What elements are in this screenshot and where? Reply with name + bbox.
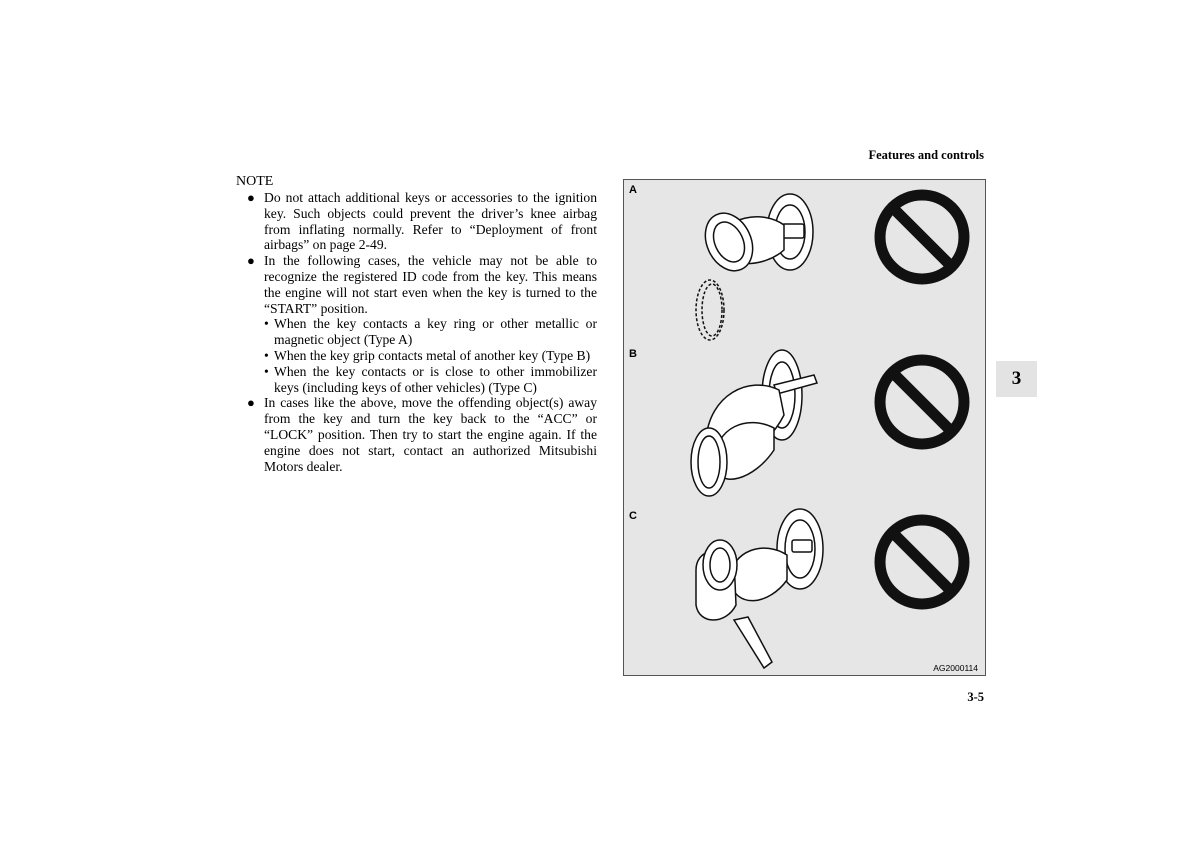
sub-bullet-list [264,316,597,395]
panel-a [629,184,964,340]
note-bullet-list [236,190,597,474]
key-touching-other-key-illustration [691,350,817,496]
figure-code: AG2000114 [933,663,978,673]
figure-drawing [624,180,985,675]
note-bullet-item [236,190,597,253]
sub-bullet-text: When the key grip contacts metal of another key (Type B) [274,347,591,363]
sub-bullet-item [264,316,597,348]
bullet-text: Do not attach additional keys or accessories to the ignition key. Such objects could prevent the driver’s knee airbag from inflating normally. Refer to “Deployment of front airbags” on page 2-49. [264,190,597,253]
bullet-icon: ● [247,190,255,205]
section-header: Features and controls [868,148,984,162]
bullet-text: In cases like the above, move the offending object(s) away from the key and turn the key back to the “ACC” or “LOCK” position. Then try to start the engine again. If the engine does not start, contact an authorized Mitsubishi Motors dealer. [264,395,597,474]
sub-bullet-icon: • [264,316,269,332]
panel-label-c: C [629,510,637,522]
note-bullet-item [236,253,597,395]
panel-label-b: B [629,348,637,360]
sub-bullet-icon: • [264,347,269,363]
note-block [236,174,597,474]
sub-bullet-text: When the key contacts a key ring or other metallic or magnetic object (Type A) [274,316,597,348]
prohibited-icon [880,195,964,279]
note-bullet-item [236,395,597,474]
panel-label-a: A [629,184,637,196]
sub-bullet-icon: • [264,363,269,379]
panel-b [629,348,964,496]
page-number: 3-5 [967,690,984,704]
key-interference-figure [623,179,986,676]
prohibited-icon [880,520,964,604]
bullet-icon: ● [247,253,255,269]
chapter-tab: 3 [996,361,1037,397]
sub-bullet-item [264,364,597,396]
sub-bullet-item [264,348,597,364]
sub-bullet-text: When the key contacts or is close to other immobilizer keys (including keys of other vehicles) (Type C) [274,363,597,395]
panel-c [629,509,964,668]
bullet-text: In the following cases, the vehicle may not be able to recognize the registered ID code from the key. This means the engine will not start even when the key is turned to the “START” position. [264,253,597,316]
key-near-other-immobilizer-key-illustration [696,509,823,668]
bullet-icon: ● [247,395,255,411]
note-title: NOTE [236,174,274,189]
key-with-ring-illustration [696,194,813,340]
prohibited-icon [880,360,964,444]
